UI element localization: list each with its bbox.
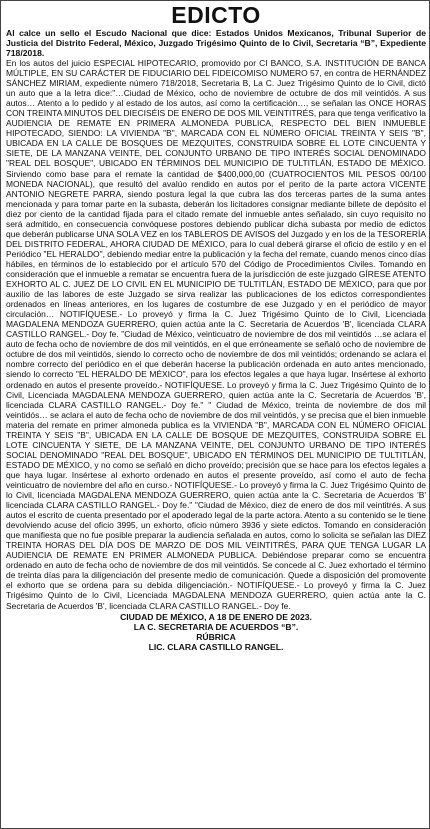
notice-body-paragraph: En los autos del juicio ESPECIAL HIPOTECARIO, promovido por CI BANCO, S.A. INSTITUCIÓN DE BANCA MÚLTIPLE, EN SU CARÁCTER DE FIDUCIARIO DEL FIDEICOMISO NUMERO 57, en contra de HERNÁNDEZ SÁNCHEZ MIRIAM, expediente número 718/2018, Secretaria B, La C. Juez Trigésimo Quinto de lo Civil, dictó un auto que a la letra dice:"…Ciudad de México, ocho de noviembre de octubre de dos mil veintidós. A sus autos… Atento a lo pedido y al estado de los autos, así como la certificación…, se señalan las ONCE HORAS CON TREINTA MINUTOS DEL DIECISÉIS DE ENERO DE DOS MIL VEINTITRÉS, para que tenga verificativo la AUDIENCIA DE REMATE EN PRIMERA ALMONEDA PUBLICA, RESPECTO DEL BIEN INMUEBLE HIPOTECADO, SIENDO: LA VIVIENDA "B", MARCADA CON EL NÚMERO OFICIAL TREINTA Y SEIS "B", UBICADA EN LA CALLE DE BOSQUES DE MEZQUITES, CONSTRUIDA SOBRE EL LOTE CINCUENTA Y SIETE, DE LA MANZANA VEINTE, DEL CONJUNTO URBANO DE TIPO INTERÉS SOCIAL DENOMINADO "REAL DEL BOSQUE", UBICADO EN TÉRMINOS DEL MUNICIPIO DE TULTITLÁN, ESTADO DE MÉXICO. Sirviendo como base para el remate la cantidad de $400,000,00 (CUATROCIENTOS MIL PESOS 00/100 MONEDA NACIONAL), que resultó del avalúo rendido en autos por el perito de la parte actora VICENTE ANTONIO NEGRETE PARRA, siendo postura legal la que cubra las dos terceras partes de la suma antes mencionada y para tomar parte en la subasta, deberán los licitadores consignar mediante billete de depósito el diez por ciento de la cantidad fijada para el citado remate del inmueble antes señalado, sin cuyo requisito no será admitido, en consecuencia convóquese postores debiendo publicar dicha subasta por medio de edictos que deberán publicarse UNA SOLA VEZ en los TABLEROS DE AVISOS del Juzgado y en los de la TESORERÍA DEL DISTRITO FEDERAL, AHORA CIUDAD DE MÉXICO, para lo cual deberá girarse el oficio de estilo y en el Periódico "EL HERALDO", debiendo mediar entre la publicación y la fecha del remate, cuando menos cinco días hábiles, en términos de lo establecido por el artículo 570 del Código de Procedimientos Civiles. Tomando en consideración que el inmueble a rematar se encuentra fuera de la jurisdicción de este juzgado GÍRESE ATENTO EXHORTO AL C. JUEZ DE LO CIVIL EN EL MUNICIPIO DE TULTITLÁN, ESTADO DE MÉXICO, para que por auxilio de las labores de este Juzgado se sirva realizar las publicaciones de los edictos correspondientes ordenados en líneas anteriores, en los lugares de costumbre de ese Juzgado y en el periódico de mayor circulación… NOTIFÍQUESE.- Lo proveyó y firma la C. Juez Trigésimo Quinto de lo Civil, Licenciada MAGDALENA MENDOZA GUERRERO, quien actúa ante la C. Secretaria de Acuerdos 'B', licenciada CLARA CASTILLO RANGEL.- Doy fe. "Ciudad de México, veinticuatro de noviembre de dos mil veintidós …se aclara el auto de fecha ocho de noviembre de dos mil veintidós, en el que erróneamente se señaló ocho de noviembre de octubre de dos mil veintidós, siendo lo correcto ocho de noviembre de dos mil veintidós; ordenando se aclara el nombre correcto del periódico en el que deberán hacerse la publicación ordenada en auto antes mencionado, siendo lo correcto "EL HERALDO DE MÉXICO", para los efectos legales a que haya lugar. Insértese al exhorto ordenado en autos el presente proveído.- NOTIFÍQUESE. Lo proveyó y firma la C. Juez Trigésimo Quinto de lo Civil, Licenciada MAGDALENA MENDOZA GUERRERO, quien actúa ante la C. Secretaria de Acuerdos 'B', licenciada CLARA CASTILLO RANGEL.- Doy fe." " Ciudad de México, treinta de noviembre de dos mil veintidós… se aclara el auto de fecha ocho de noviembre de dos mil veintidós, y se precisa que el bien inmueble materia del remate en primer almoneda publica es la VIVIENDA "B", MARCADA CON EL NÚMERO OFICIAL TREINTA Y SEIS "B", UBICADA EN LA CALLE DE BOSQUE DE MEZQUITES, CONSTRUIDA SOBRE EL LOTE CINCUENTA Y SIETE, DE LA MANZANA VEINTE, DEL CONJUNTO URBANO DE TIPO INTERÉS SOCIAL DENOMINADO "REAL DEL BOSQUE", UBICADO EN TÉRMINOS DEL MUNICIPIO DE TULTITLÁN, ESTADO DE MÉXICO, y no como se señaló en dicho proveído; precisión que se hace para los efectos legales a que haya lugar. Insértese al exhorto ordenado en autos el presente proveído, así como el auto de fecha veinticuatro de noviembre del año en curso.- NOTIFÍQUESE.- Lo proveyó y firma la C. Juez Trigésimo Quinto de lo Civil, licenciada MAGDALENA MENDOZA GUERRERO, quien actúa ante la C. Secretaria de Acuerdos 'B' licenciada CLARA CASTILLO RANGEL.- Doy fe." "Ciudad de México, diez de enero de dos mil veintitrés. A sus autos el escrito de cuenta presentado por el apoderado legal de la parte actora. Atento a su contenido se le tiene devolviendo acuse del oficio 3995, un exhorto, oficio número 3936 y siete edictos. Tomando en consideración que manifiesta que no fue posible preparar la audiencia señalada en autos, como lo solicita se señalan las DIEZ TREINTA HORAS DEL DÍA DOS DE MARZO DE DOS MIL VEINTITRÉS, PARA QUE TENGA LUGAR LA AUDIENCIA DE REMATE EN PRIMER ALMONEDA PUBLICA. Debiéndose preparar como se encuentra ordenado en auto de fecha ocho de noviembre de dos mil veintidós. Se concede al C. Juez exhortado el término de treinta días para la diligenciación del presente medio de comunicación. Quede a disposición del promovente el exhorto que se ordena para su debida diligenciación.- NOTIFÍQUESE.- Lo proveyó y firma la C. Juez Trigésimo Quinto de lo Civil, Licenciada MAGDALENA MENDOZA GUERRERO, quien actúa ante la C. Secretaria de Acuerdos 'B', licenciada CLARA CASTILLO RANGEL.- Doy fe.	[6, 58, 426, 611]
signature-block	[6, 612, 426, 652]
notice-title: EDICTO	[171, 2, 261, 28]
notice-header: Al calce un sello el Escudo Nacional que dice: Estados Unidos Mexicanos, Tribunal Superior de Justicia del Distrito Federal, México, Juzgado Trigésimo Quinto de lo Civil, Secretaria “B”, Expediente 718/2018.	[6, 28, 426, 58]
signature-rubrica: RÚBRICA	[196, 631, 236, 642]
signature-role: LA C. SECRETARIA DE ACUERDOS “B”.	[133, 621, 299, 632]
signature-name: LIC. CLARA CASTILLO RANGEL.	[148, 641, 284, 652]
signature-place-date: CIUDAD DE MÉXICO, A 18 DE ENERO DE 2023.	[120, 611, 312, 622]
